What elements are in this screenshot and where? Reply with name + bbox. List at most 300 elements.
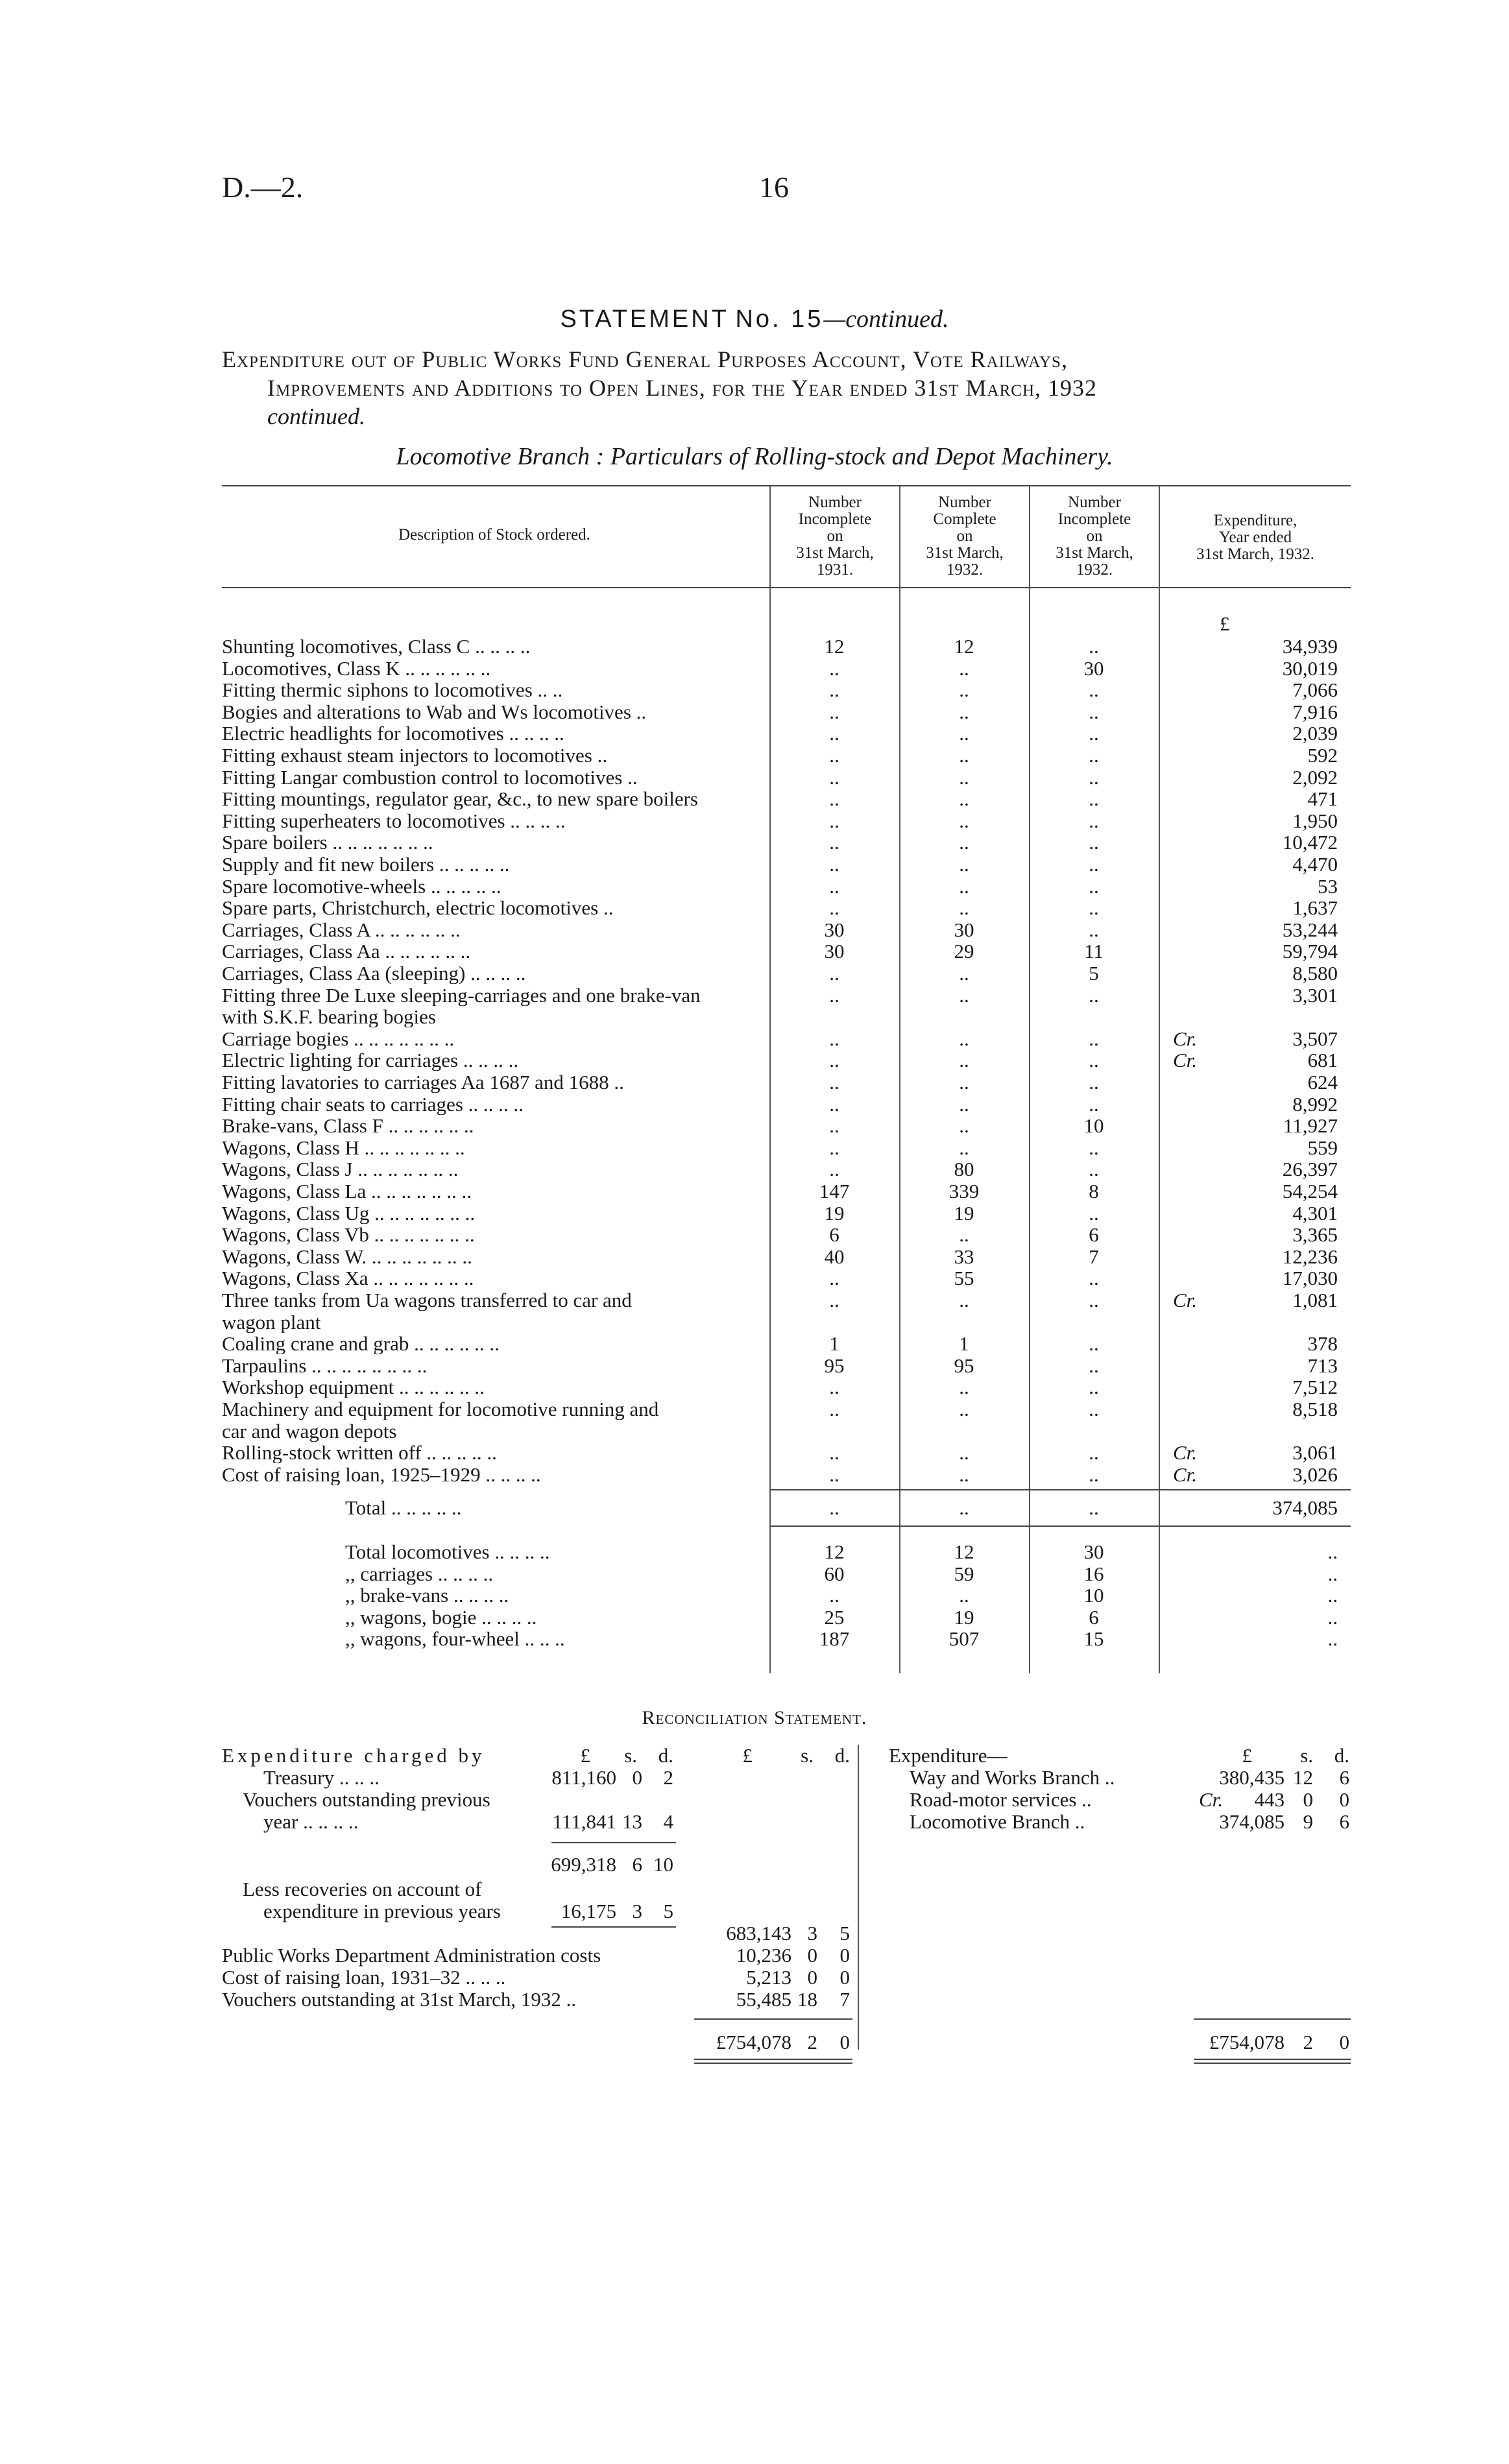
row-complete-1932: .. <box>959 1223 969 1247</box>
row-description: Carriages, Class A .. .. .. .. .. .. <box>222 918 461 940</box>
row-incomplete-1932: 7 <box>1089 1245 1099 1268</box>
row-description: Cost of raising loan, 1925–1929 .. .. .. .. <box>222 1463 541 1485</box>
page-number: 16 <box>759 171 789 204</box>
row-incomplete-1932: .. <box>1089 1398 1099 1420</box>
header-line: Year ended <box>1218 529 1292 546</box>
row-expenditure: 7,512 <box>1292 1376 1338 1399</box>
subtitle-continued: continued. <box>267 403 365 429</box>
vouchers-outstanding-pounds: 55,485 <box>736 1988 791 2011</box>
vouchers-previous-shillings: 13 <box>622 1810 642 1833</box>
table-top-rule <box>222 485 1351 486</box>
row-description: Fitting three De Luxe sleeping-carriages and one brake-van <box>222 984 701 1006</box>
vouchers-outstanding-pence: 7 <box>839 1988 850 2011</box>
table-row <box>222 701 1351 723</box>
row-incomplete-1932: .. <box>1089 1049 1099 1072</box>
row-complete-1932: .. <box>959 1398 969 1420</box>
subtitle-line-1: Expenditure out of Public Works Fund General Purposes Account, Vote Railways, <box>222 346 1068 372</box>
left-total-double-rule <box>694 2059 852 2060</box>
table-row <box>222 1442 1351 1463</box>
row-incomplete-1931: 6 <box>829 1223 839 1247</box>
left-col-s-2: s. <box>801 1744 814 1767</box>
row-incomplete-1931: .. <box>829 831 839 854</box>
row-description: Fitting mountings, regulator gear, &c., to new spare boilers <box>222 788 698 810</box>
row-description: Spare boilers .. .. .. .. .. .. .. <box>222 831 433 854</box>
vouchers-outstanding-shillings: 18 <box>797 1988 817 2011</box>
row-incomplete-1932: .. <box>1089 1136 1099 1159</box>
row-complete-1932: 19 <box>954 1201 974 1225</box>
left-col-s: s. <box>624 1744 637 1767</box>
row-incomplete-1931: .. <box>829 1049 839 1072</box>
table-row <box>222 1094 1351 1115</box>
row-description: Wagons, Class J .. .. .. .. .. .. .. <box>222 1158 459 1180</box>
subtitle-line-2: Improvements and Additions to Open Lines, for the Year ended 31st March, 1932 <box>267 375 1098 401</box>
row-incomplete-1931: .. <box>829 787 839 811</box>
table-row <box>222 788 1351 809</box>
row-expenditure: 1,950 <box>1292 809 1338 832</box>
net-rule <box>551 1926 676 1928</box>
row-description: Wagons, Class Vb .. .. .. .. .. .. .. <box>222 1224 475 1246</box>
row-complete-1932: .. <box>959 831 969 854</box>
row-complete-1932: .. <box>959 1092 969 1116</box>
row-complete-1932: .. <box>959 744 969 767</box>
table-row <box>222 876 1351 897</box>
row-description: Total .. .. .. .. .. <box>345 1497 462 1518</box>
table-row <box>222 1180 1351 1202</box>
column-header-description: Description of Stock ordered. <box>398 526 590 544</box>
row-incomplete-1931: 187 <box>819 1627 850 1651</box>
right-col-pound: £ <box>1242 1744 1252 1767</box>
row-incomplete-1932: .. <box>1089 1201 1099 1225</box>
header-line: 31st March, <box>796 544 874 562</box>
column-header-expenditure <box>1160 512 1351 563</box>
row-incomplete-1931: 12 <box>824 635 845 658</box>
table-row <box>222 985 1351 1006</box>
right-col-s: s. <box>1300 1744 1313 1767</box>
row-incomplete-1932: .. <box>1089 678 1099 702</box>
row-description: with S.K.F. bearing bogies <box>222 1006 436 1028</box>
row-incomplete-1932: .. <box>1089 765 1099 789</box>
table-row <box>222 1289 1351 1311</box>
table-row <box>222 1071 1351 1093</box>
net-pence: 5 <box>839 1922 850 1944</box>
left-col-d: d. <box>658 1744 673 1767</box>
row-complete-1932: .. <box>959 853 969 876</box>
row-incomplete-1931: .. <box>829 722 839 745</box>
row-complete-1932: 29 <box>954 940 974 963</box>
row-complete-1932: 339 <box>948 1180 980 1202</box>
treasury-pounds: 811,160 <box>551 1766 616 1789</box>
row-incomplete-1931: .. <box>829 1027 839 1050</box>
table-row <box>222 1006 1351 1027</box>
row-incomplete-1932: .. <box>1089 1027 1099 1050</box>
table-header-rule <box>222 587 1351 588</box>
admin-costs-shillings: 0 <box>807 1944 817 1967</box>
row-description: Supply and fit new boilers .. .. .. .. .. <box>222 854 510 875</box>
row-complete-1932: 12 <box>954 1540 974 1563</box>
left-col-pound: £ <box>580 1744 590 1767</box>
header-line: Number <box>1068 494 1121 511</box>
row-expenditure: 4,470 <box>1292 853 1338 876</box>
row-complete-1932: .. <box>959 1071 969 1094</box>
row-incomplete-1931: .. <box>829 656 839 680</box>
way-works-pence: 6 <box>1339 1766 1349 1789</box>
loan-cost-pounds: 5,213 <box>746 1966 791 1989</box>
row-complete-1932: .. <box>959 1049 969 1072</box>
row-description: Electric lighting for carriages .. .. .. .. <box>222 1049 519 1071</box>
row-incomplete-1932: 5 <box>1089 962 1099 985</box>
row-expenditure: .. <box>1327 1562 1338 1585</box>
admin-costs-pence: 0 <box>839 1944 850 1967</box>
row-expenditure: 59,794 <box>1282 940 1338 963</box>
statement-title-main: STATEMENT <box>560 305 729 333</box>
left-col-d-2: d. <box>834 1744 850 1767</box>
statement-title-number: No. 15 <box>735 305 824 333</box>
table-row <box>222 1376 1351 1398</box>
row-description: ,, wagons, bogie .. .. .. .. <box>345 1606 537 1628</box>
vouchers-previous-label: Vouchers outstanding previous <box>243 1788 490 1811</box>
summary-row <box>222 1563 1351 1585</box>
row-description: Spare parts, Christchurch, electric locomotives .. <box>222 897 614 919</box>
header-line: 1932. <box>946 561 984 579</box>
vouchers-previous-label-2: year .. .. .. .. <box>263 1810 359 1833</box>
row-description: Carriages, Class Aa .. .. .. .. .. .. <box>222 940 471 963</box>
row-complete-1932: .. <box>959 809 969 832</box>
row-expenditure: 7,916 <box>1292 700 1338 723</box>
document-reference: D.—2. <box>222 171 304 204</box>
row-description: Total locomotives .. .. .. .. <box>345 1541 550 1562</box>
row-expenditure: 592 <box>1307 744 1338 767</box>
row-complete-1932: .. <box>959 787 969 811</box>
less-recoveries-label-2: expenditure in previous years <box>263 1900 501 1922</box>
table-row <box>222 963 1351 984</box>
row-incomplete-1931: 30 <box>824 918 845 941</box>
row-incomplete-1931: .. <box>829 1114 839 1138</box>
row-expenditure: 2,039 <box>1292 722 1338 745</box>
row-description: Machinery and equipment for locomotive running and <box>222 1398 659 1420</box>
currency-symbol: £ <box>1220 612 1230 635</box>
row-complete-1932: 59 <box>954 1562 974 1585</box>
row-incomplete-1932: 16 <box>1083 1562 1104 1585</box>
row-description: Wagons, Class W. .. .. .. .. .. .. .. <box>222 1245 472 1267</box>
row-complete-1932: 80 <box>954 1158 974 1181</box>
road-motor-pounds: 443 <box>1254 1788 1285 1811</box>
total-rule-bottom <box>771 1525 1351 1527</box>
summary-row <box>222 1541 1351 1562</box>
row-incomplete-1932: .. <box>1089 1267 1099 1290</box>
row-incomplete-1931: .. <box>829 678 839 702</box>
row-complete-1932: .. <box>959 656 969 680</box>
row-description: Rolling-stock written off .. .. .. .. .. <box>222 1442 497 1464</box>
net-pounds: 683,143 <box>726 1922 791 1944</box>
treasury-label: Treasury .. .. .. <box>263 1766 380 1789</box>
row-incomplete-1932: .. <box>1089 983 1099 1007</box>
admin-costs-label: Public Works Department Administration costs <box>222 1944 601 1967</box>
vouchers-previous-pounds: 111,841 <box>552 1810 616 1833</box>
row-complete-1932: 33 <box>954 1245 974 1268</box>
total-row <box>222 1497 1351 1518</box>
row-incomplete-1932: .. <box>1089 809 1099 832</box>
row-incomplete-1931: .. <box>829 700 839 723</box>
statement-subtitle <box>222 345 1351 431</box>
row-expenditure: 3,026 <box>1292 1463 1338 1486</box>
row-description: ,, carriages .. .. .. .. <box>345 1562 494 1585</box>
row-complete-1932: .. <box>959 1114 969 1138</box>
header-line: 31st March, 1932. <box>1196 545 1314 563</box>
table-row <box>222 1049 1351 1071</box>
table-row <box>222 1137 1351 1158</box>
table-row <box>222 723 1351 744</box>
column-header-complete-1932 <box>900 494 1029 579</box>
row-incomplete-1931: 1 <box>829 1332 839 1356</box>
table-row <box>222 1202 1351 1224</box>
row-complete-1932: 30 <box>954 918 974 941</box>
road-motor-label: Road-motor services .. <box>910 1788 1092 1811</box>
row-complete-1932: .. <box>959 678 969 702</box>
table-row <box>222 1028 1351 1049</box>
table-row <box>222 1333 1351 1354</box>
row-expenditure: 1,637 <box>1292 896 1338 920</box>
row-description: Fitting exhaust steam injectors to locomotives .. <box>222 745 608 766</box>
row-complete-1932: .. <box>959 1441 969 1465</box>
less-recoveries-pounds: 16,175 <box>561 1900 616 1922</box>
row-complete-1932: .. <box>959 983 969 1007</box>
row-expenditure: 624 <box>1307 1071 1338 1094</box>
row-description: Carriage bogies .. .. .. .. .. .. .. <box>222 1027 455 1049</box>
row-credit-marker: Cr. <box>1173 1463 1198 1486</box>
row-description: Tarpaulins .. .. .. .. .. .. .. .. <box>222 1354 428 1376</box>
row-expenditure: .. <box>1327 1605 1338 1629</box>
row-incomplete-1932: 15 <box>1083 1627 1104 1651</box>
table-row <box>222 1246 1351 1267</box>
table-row <box>222 831 1351 853</box>
row-expenditure: 53 <box>1318 874 1338 898</box>
reconciliation-title: Reconciliation Statement. <box>642 1707 867 1728</box>
row-expenditure: 53,244 <box>1282 918 1338 941</box>
row-incomplete-1931: .. <box>829 983 839 1007</box>
row-incomplete-1931: .. <box>829 1136 839 1159</box>
row-incomplete-1932: 30 <box>1083 656 1104 680</box>
road-motor-credit: Cr. <box>1199 1788 1224 1811</box>
row-incomplete-1931: .. <box>829 1376 839 1399</box>
header-line: 1932. <box>1076 561 1113 579</box>
row-complete-1932: .. <box>959 1463 969 1486</box>
row-expenditure: 378 <box>1307 1332 1338 1356</box>
header-line: on <box>956 527 973 545</box>
row-description: Brake-vans, Class F .. .. .. .. .. .. <box>222 1115 474 1137</box>
row-complete-1932: .. <box>959 1289 969 1311</box>
table-row <box>222 1115 1351 1136</box>
row-description: Locomotives, Class K .. .. .. .. .. .. <box>222 657 491 679</box>
table-row <box>222 1464 1351 1485</box>
row-incomplete-1932: .. <box>1089 744 1099 767</box>
admin-costs-pounds: 10,236 <box>736 1944 791 1967</box>
header-line: on <box>1086 527 1103 545</box>
row-description: Fitting Langar combustion control to locomotives .. <box>222 766 638 788</box>
row-incomplete-1931: 40 <box>824 1245 845 1268</box>
row-description: Wagons, Class Ug .. .. .. .. .. .. .. <box>222 1202 476 1224</box>
expenditure-charged-label: Expenditure charged by <box>222 1744 485 1767</box>
row-incomplete-1932: 10 <box>1083 1584 1104 1607</box>
table-row <box>222 745 1351 766</box>
table-row <box>222 940 1351 962</box>
vouchers-outstanding-label: Vouchers outstanding at 31st March, 1932 .. <box>222 1988 577 2011</box>
way-works-shillings: 12 <box>1293 1766 1313 1789</box>
row-incomplete-1931: .. <box>829 896 839 920</box>
statement-title-continued: —continued. <box>823 305 949 333</box>
row-description: Wagons, Class La .. .. .. .. .. .. .. <box>222 1180 472 1202</box>
branch-title: Locomotive Branch : Particulars of Rolling-stock and Depot Machinery. <box>396 443 1113 470</box>
left-total-double-rule <box>694 2063 852 2064</box>
row-incomplete-1932: 30 <box>1083 1540 1104 1563</box>
header-line: 31st March, <box>926 544 1004 562</box>
row-expenditure: 8,992 <box>1292 1092 1338 1116</box>
row-complete-1932: 55 <box>954 1267 974 1290</box>
right-total-double-rule <box>1194 2063 1351 2064</box>
right-total-pounds: £754,078 <box>1209 2031 1285 2053</box>
less-recoveries-shillings: 3 <box>632 1900 642 1922</box>
row-incomplete-1931: 95 <box>824 1354 845 1377</box>
row-incomplete-1932: .. <box>1089 787 1099 811</box>
row-description: Shunting locomotives, Class C .. .. .. .. <box>222 636 531 657</box>
row-expenditure: .. <box>1327 1584 1338 1607</box>
table-row <box>222 679 1351 700</box>
road-motor-shillings: 0 <box>1303 1788 1313 1811</box>
row-incomplete-1932: .. <box>1089 1354 1099 1377</box>
table-row <box>222 1311 1351 1333</box>
row-complete-1932: .. <box>959 765 969 789</box>
row-incomplete-1931: .. <box>829 1496 839 1519</box>
row-complete-1932: 12 <box>954 635 974 658</box>
row-incomplete-1932: 8 <box>1089 1180 1099 1202</box>
row-expenditure: 4,301 <box>1292 1201 1338 1225</box>
table-row <box>222 897 1351 918</box>
row-incomplete-1932: 10 <box>1083 1114 1104 1138</box>
row-complete-1932: .. <box>959 874 969 898</box>
row-expenditure: 54,254 <box>1282 1180 1338 1202</box>
row-expenditure: 3,061 <box>1292 1441 1338 1465</box>
row-incomplete-1932: .. <box>1089 1376 1099 1399</box>
left-col-pound-2: £ <box>742 1744 753 1767</box>
row-incomplete-1931: .. <box>829 962 839 985</box>
row-incomplete-1931: .. <box>829 1463 839 1486</box>
row-incomplete-1931: 147 <box>819 1180 850 1202</box>
row-incomplete-1931: .. <box>829 1584 839 1607</box>
row-incomplete-1932: .. <box>1089 918 1099 941</box>
row-incomplete-1931: .. <box>829 853 839 876</box>
row-description: Fitting superheaters to locomotives .. .. .. .. <box>222 809 566 831</box>
row-incomplete-1931: .. <box>829 1158 839 1181</box>
row-incomplete-1932: .. <box>1089 1332 1099 1356</box>
row-incomplete-1932: .. <box>1089 1441 1099 1465</box>
locomotive-branch-pence: 6 <box>1339 1810 1349 1833</box>
row-credit-marker: Cr. <box>1173 1027 1198 1050</box>
summary-row <box>222 1607 1351 1628</box>
left-total-rule <box>694 2018 852 2020</box>
row-complete-1932: .. <box>959 722 969 745</box>
row-incomplete-1932: .. <box>1089 853 1099 876</box>
less-recoveries-pence: 5 <box>663 1900 673 1922</box>
row-description: Workshop equipment .. .. .. .. .. .. <box>222 1376 485 1398</box>
row-description: Three tanks from Ua wagons transferred to car and <box>222 1289 632 1311</box>
row-complete-1932: .. <box>959 962 969 985</box>
right-total-shillings: 2 <box>1303 2031 1313 2053</box>
row-incomplete-1931: .. <box>829 765 839 789</box>
row-incomplete-1932: 6 <box>1089 1223 1099 1247</box>
row-expenditure: .. <box>1327 1540 1338 1563</box>
loan-cost-pence: 0 <box>839 1966 850 1989</box>
header-line: Number <box>808 494 862 511</box>
header-line: Incomplete <box>1057 510 1131 528</box>
left-total-pounds: £754,078 <box>716 2031 791 2053</box>
row-description: Wagons, Class Xa .. .. .. .. .. .. .. <box>222 1267 474 1289</box>
row-incomplete-1932: .. <box>1089 700 1099 723</box>
row-incomplete-1932: .. <box>1089 874 1099 898</box>
row-complete-1932: 19 <box>954 1605 974 1629</box>
row-credit-marker: Cr. <box>1173 1441 1198 1465</box>
subtotal-pounds: 699,318 <box>551 1853 616 1876</box>
left-total-shillings: 2 <box>807 2031 817 2053</box>
table-row <box>222 919 1351 940</box>
column-header-incomplete-1931 <box>771 494 899 579</box>
row-incomplete-1932: .. <box>1089 831 1099 854</box>
table-row <box>222 658 1351 679</box>
locomotive-branch-label: Locomotive Branch .. <box>910 1810 1085 1833</box>
table-row <box>222 1267 1351 1289</box>
row-description: Carriages, Class Aa (sleeping) .. .. .. .. <box>222 963 526 984</box>
total-rule <box>771 1489 1351 1490</box>
subtotal-shillings: 6 <box>632 1853 642 1876</box>
way-works-label: Way and Works Branch .. <box>910 1766 1115 1789</box>
row-complete-1932: .. <box>959 1136 969 1159</box>
row-expenditure: 3,301 <box>1292 983 1338 1007</box>
row-incomplete-1932: .. <box>1089 635 1099 658</box>
expenditure-label: Expenditure— <box>889 1744 1008 1767</box>
header-line: on <box>827 527 843 545</box>
net-shillings: 3 <box>807 1922 817 1944</box>
row-expenditure: 7,066 <box>1292 678 1338 702</box>
row-expenditure: 681 <box>1307 1049 1338 1072</box>
row-description: ,, brake-vans .. .. .. .. <box>345 1585 509 1607</box>
row-description: wagon plant <box>222 1311 321 1333</box>
treasury-pence: 2 <box>663 1766 673 1789</box>
row-expenditure: 17,030 <box>1282 1267 1338 1290</box>
right-total-rule <box>1194 2018 1351 2020</box>
row-expenditure: 8,580 <box>1292 962 1338 985</box>
row-incomplete-1931: .. <box>829 1441 839 1465</box>
header-line: Number <box>938 494 991 511</box>
row-complete-1932: .. <box>959 700 969 723</box>
row-complete-1932: 1 <box>959 1332 969 1356</box>
table-row <box>222 1398 1351 1420</box>
row-description: Electric headlights for locomotives .. .. .. .. <box>222 723 564 745</box>
row-incomplete-1931: .. <box>829 809 839 832</box>
row-credit-marker: Cr. <box>1173 1289 1198 1311</box>
row-incomplete-1932: .. <box>1089 1158 1099 1181</box>
row-expenditure: 10,472 <box>1282 831 1338 854</box>
header-line: Expenditure, <box>1213 512 1298 529</box>
row-complete-1932: .. <box>959 1584 969 1607</box>
statement-title <box>0 305 1509 333</box>
row-expenditure: 559 <box>1307 1136 1338 1159</box>
table-row <box>222 1224 1351 1245</box>
header-line: 31st March, <box>1056 544 1133 562</box>
locomotive-branch-shillings: 9 <box>1303 1810 1313 1833</box>
table-row <box>222 854 1351 875</box>
row-expenditure: 30,019 <box>1282 656 1338 680</box>
row-description: ,, wagons, four-wheel .. .. .. <box>345 1628 565 1650</box>
row-complete-1932: 507 <box>948 1627 980 1651</box>
header-line: Complete <box>933 510 996 528</box>
